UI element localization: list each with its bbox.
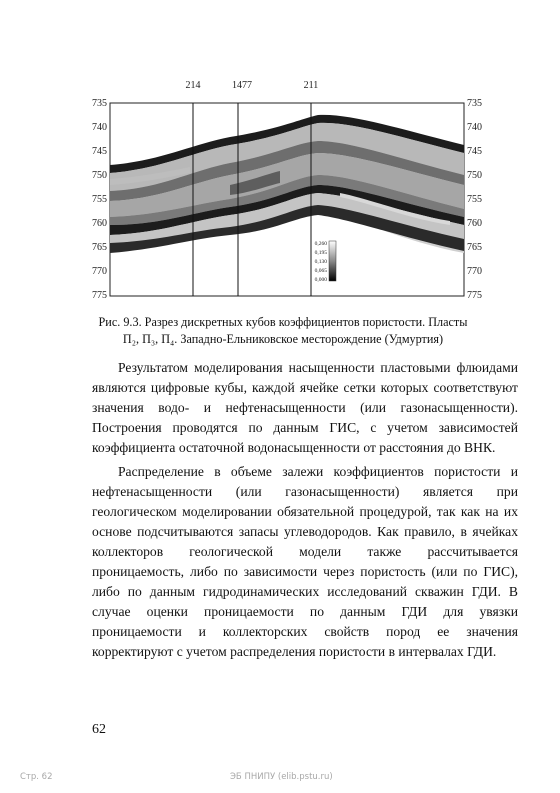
left-depth-axis [92, 98, 107, 301]
depth-tick: 760 [467, 218, 482, 229]
strata-bands [110, 115, 464, 253]
depth-tick: 765 [467, 242, 482, 253]
legend-value: 0,065 [314, 268, 327, 274]
depth-tick: 760 [92, 218, 107, 229]
depth-tick: 745 [467, 146, 482, 157]
depth-tick: 755 [92, 194, 107, 205]
depth-tick: 765 [92, 242, 107, 253]
porosity-cross-section-figure [80, 75, 490, 310]
depth-tick: 740 [92, 122, 107, 133]
depth-tick: 775 [467, 290, 482, 301]
porosity-legend [315, 241, 336, 283]
depth-tick: 750 [467, 170, 482, 181]
depth-tick: 740 [467, 122, 482, 133]
depth-tick: 775 [92, 290, 107, 301]
depth-tick: 735 [467, 98, 482, 109]
figure-caption [78, 314, 488, 348]
caption-line: П₂, П₃, П₄. Западно-Ельниковское месторождение (Удмуртия) [122, 332, 444, 346]
footer-source-label: ЭБ ПНИПУ (elib.pstu.ru) [230, 772, 333, 782]
well-label: 211 [303, 80, 319, 91]
legend-value: 0,260 [314, 241, 327, 247]
body-paragraph: Распределение в объеме залежи коэффициентов пористости и нефтенасыщенности (или газонасыщенности) является при геологическом моделировании обязательной процедурой, так как на их основе подсчитываются запасы углеводородов. Как правило, в ячейках коллекторов геологической модели также рассчитывается проницаемость, либо по зависимости через пористость (или по ГИС), либо по данным гидродинамических исследований скважин ГДИ. В случае оценки проницаемости по данным ГДИ для увязки проницаемости и коллекторских свойств пород ее значения корректируют с учетом распределения пористости в интервалах ГДИ. [92, 464, 518, 659]
depth-tick: 770 [92, 266, 107, 277]
depth-tick: 755 [467, 194, 482, 205]
legend-value: 0,130 [314, 259, 327, 265]
depth-tick: 745 [92, 146, 107, 157]
footer-page-label: Стр. 62 [20, 772, 53, 782]
legend-value: 0,195 [314, 250, 327, 256]
legend-value: 0,000 [314, 277, 327, 283]
body-paragraph: Результатом моделирования насыщенности пластовыми флюидами являются цифровые кубы, каждой ячейке сетки которых соответствуют значения водо- и нефтенасыщенности (или газонасыщенности). Построения проводятся по данным ГИС, с учетом зависимостей коэффициента остаточной водонасыщенности от расстояния до ВНК. [92, 360, 518, 455]
right-depth-axis [467, 98, 482, 301]
depth-tick: 750 [92, 170, 107, 181]
depth-tick: 735 [92, 98, 107, 109]
caption-line: Рис. 9.3. Разрез дискретных кубов коэффициентов пористости. Пласты [98, 315, 468, 329]
legend-colorbar [329, 241, 336, 281]
well-label: 1477 [232, 80, 252, 91]
page-number: 62 [92, 722, 106, 737]
well-label: 214 [185, 80, 201, 91]
well-labels [186, 80, 319, 91]
depth-tick: 770 [467, 266, 482, 277]
